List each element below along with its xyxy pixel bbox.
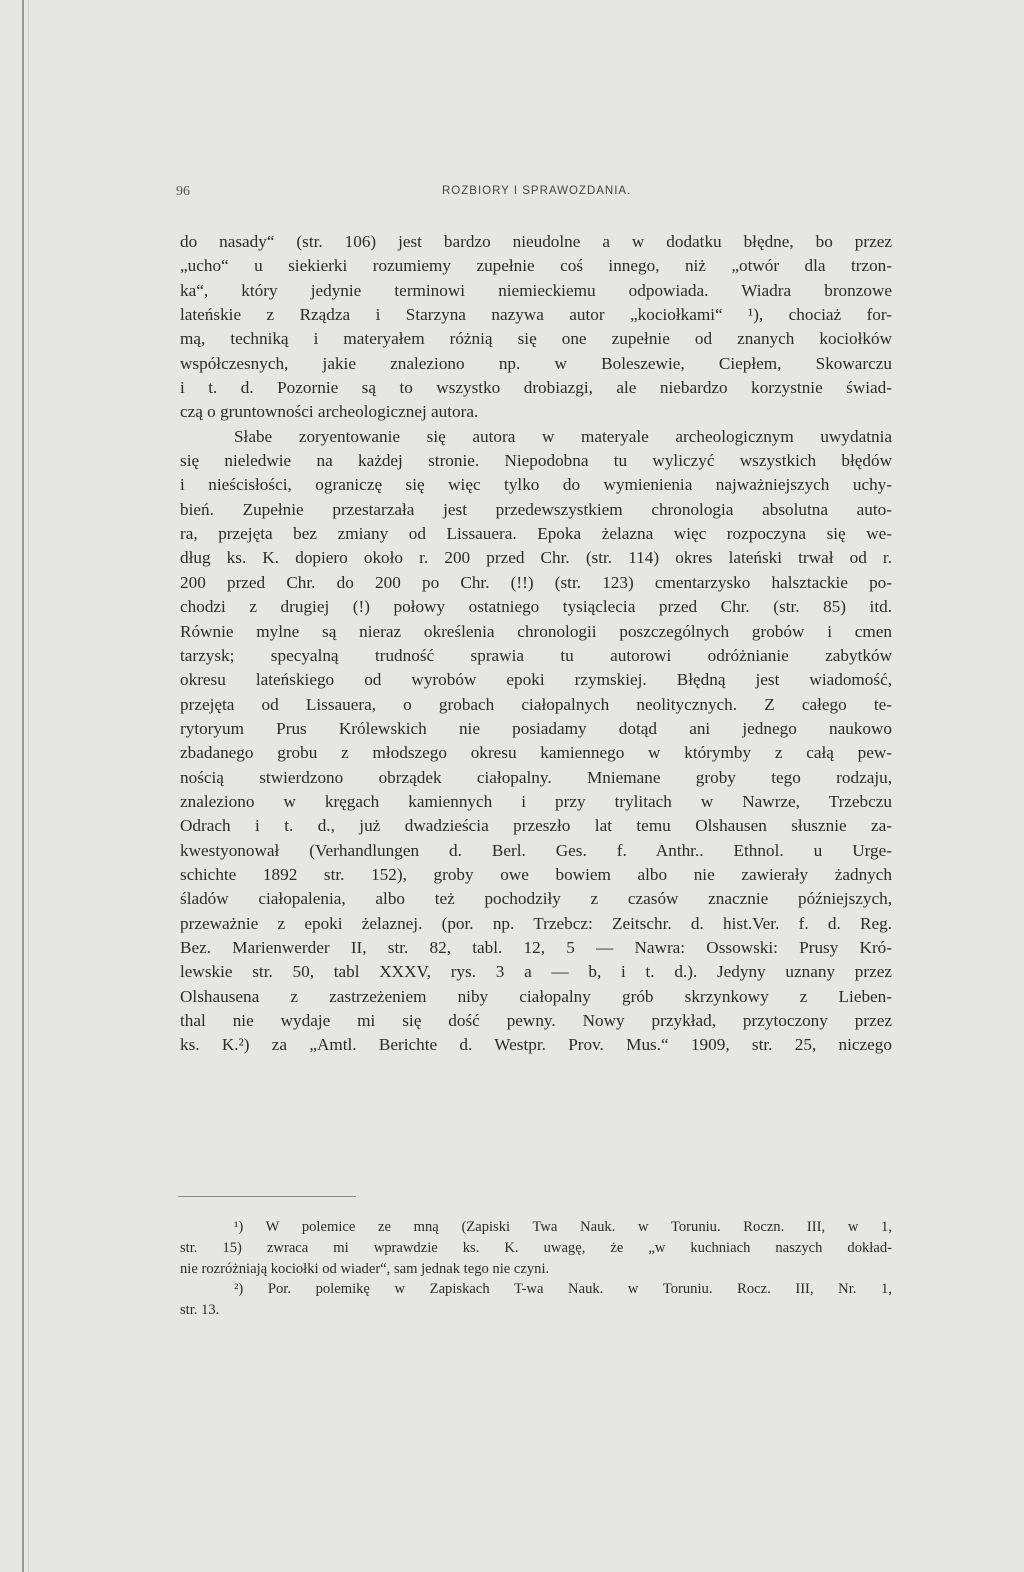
text-line: lateńskie z Rządza i Starzyna nazywa autor „kociołkami“ ¹), chociaż for- — [180, 305, 892, 325]
text-line: się nieledwie na każdej stronie. Niepodobna tu wyliczyć wszystkich błędów — [180, 451, 892, 471]
text-line: przejęta od Lissauera, o grobach ciałopalnych neolitycznych. Z całego te- — [180, 694, 892, 714]
text-line: Bez. Marienwerder II, str. 82, tabl. 12, 5 — Nawra: Ossowski: Prusy Kró- — [180, 937, 892, 957]
page-edge-inner — [28, 0, 29, 1572]
page-number: 96 — [176, 184, 190, 199]
running-head: ROZBIORY I SPRAWOZDANIA. — [442, 185, 632, 197]
text-line: mą, techniką i materyałem różnią się one zupełnie od znanych kociołków — [180, 329, 892, 349]
text-line: ks. K.²) za „Amtl. Berichte d. Westpr. Prov. Mus.“ 1909, str. 25, niczego — [180, 1035, 892, 1055]
text-line: schichte 1892 str. 152), groby owe bowiem albo nie zawierały żadnych — [180, 864, 892, 884]
text-line: do nasady“ (str. 106) jest bardzo nieudolne a w dodatku błędne, bo przez — [180, 232, 892, 251]
page-edge — [22, 0, 24, 1572]
text-line: Słabe zoryentowanie się autora w materyale archeologicznym uwydatnia — [234, 426, 892, 446]
text-line: tarzysk; specyalną trudność sprawia tu autorowi odróżnianie zabytków — [180, 645, 892, 665]
text-line: zbadanego grobu z młodszego okresu kamiennego w którymby z całą pew- — [180, 743, 892, 763]
text-line: rytoryum Prus Królewskich nie posiadamy dotąd ani jednego naukowo — [180, 718, 892, 738]
text-line: okresu lateńskiego od wyrobów epoki rzymskiej. Błędną jest wiadomość, — [180, 670, 892, 690]
text-line: czą o gruntowności archeologicznej autora. — [180, 402, 479, 422]
footnote-line: nie rozróżniają kociołki od wiader“, sam jednak tego nie czyni. — [180, 1260, 550, 1277]
text-line: 200 przed Chr. do 200 po Chr. (!!) (str. 123) cmentarzysko halsztackie po- — [180, 572, 892, 592]
text-line: thal nie wydaje mi się dość pewny. Nowy przykład, przytoczony przez — [180, 1011, 892, 1030]
footnote-rule — [178, 1196, 356, 1197]
text-line: Olshausena z zastrzeżeniem niby ciałopalny grób skrzynkowy z Lieben- — [180, 986, 892, 1006]
footnote-line: str. 13. — [180, 1302, 220, 1319]
text-line: lewskie str. 50, tabl XXXV, rys. 3 a — b, i t. d.). Jedyny uznany przez — [180, 962, 892, 982]
text-line: współczesnych, jakie znaleziono np. w Boleszewie, Ciepłem, Skowarczu — [180, 353, 892, 373]
text-line: „ucho“ u siekierki rozumiemy zupełnie coś innego, niż „otwór dla trzon- — [180, 256, 892, 276]
text-line: nością stwierdzono obrządek ciałopalny. Mniemane groby tego rodzaju, — [180, 767, 892, 787]
page-header — [176, 184, 890, 206]
footnote-line: ²) Por. polemikę w Zapiskach T-wa Nauk. w Toruniu. Rocz. III, Nr. 1, — [234, 1281, 892, 1298]
footnote-line: ¹) W polemice ze mną (Zapiski Twa Nauk. w Toruniu. Roczn. III, w 1, — [234, 1219, 892, 1235]
text-line: i nieścisłości, ograniczę się więc tylko do wymienienia najważniejszych uchy- — [180, 475, 892, 495]
text-line: przeważnie z epoki żelaznej. (por. np. Trzebcz: Zeitschr. d. hist.Ver. f. d. Reg. — [180, 913, 892, 933]
text-line: dług ks. K. dopiero około r. 200 przed Chr. (str. 114) okres lateński trwał od r. — [180, 548, 892, 568]
text-line: ra, przejęta bez zmiany od Lissauera. Epoka żelazna więc rozpoczyna się we- — [180, 524, 892, 544]
footnotes — [180, 1217, 892, 1321]
text-line: bień. Zupełnie przestarzała jest przedewszystkiem chronologia absolutna auto- — [180, 499, 892, 519]
text-line: ka“, który jedynie terminowi niemieckiemu odpowiada. Wiadra bronzowe — [180, 280, 892, 300]
text-line: Odrach i t. d., już dwadzieścia przeszło lat temu Olshausen słusznie za- — [180, 816, 892, 836]
text-line: kwestyonował (Verhandlungen d. Berl. Ges. f. Anthr.. Ethnol. u Urge- — [180, 840, 892, 860]
text-line: chodzi z drugiej (!) połowy ostatniego tysiąclecia przed Chr. (str. 85) itd. — [180, 597, 892, 617]
text-line: śladów ciałopalenia, albo też pochodziły z czasów znacznie późniejszych, — [180, 889, 892, 909]
text-line: znaleziono w kręgach kamiennych i przy trylitach w Nawrze, Trzebczu — [180, 791, 892, 811]
text-line: Równie mylne są nieraz określenia chronologii poszczególnych grobów i cmen — [180, 621, 892, 641]
text-line: i t. d. Pozornie są to wszystko drobiazgi, ale niebardzo korzystnie świad- — [180, 378, 892, 398]
body-text — [180, 230, 892, 1058]
footnote-line: str. 15) zwraca mi wprawdzie ks. K. uwagę, że „w kuchniach naszych dokład- — [180, 1239, 892, 1256]
